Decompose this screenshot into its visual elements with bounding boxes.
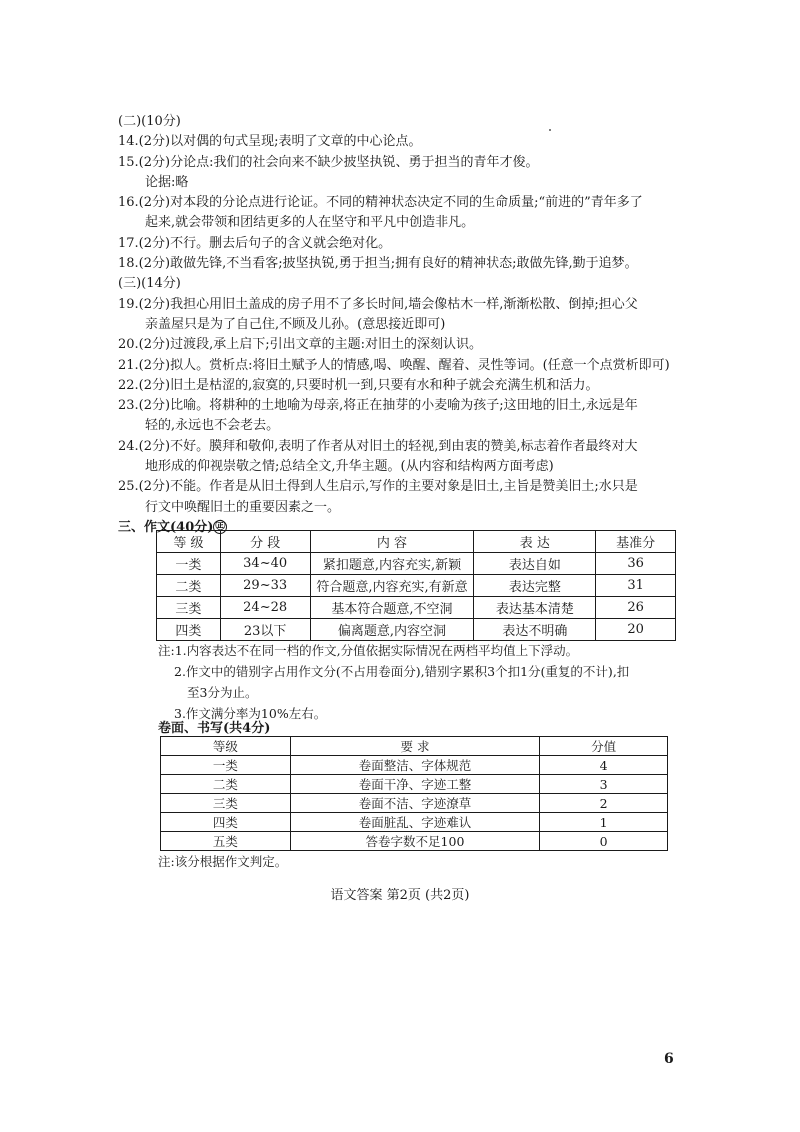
table-cell: 卷面脏乱、字迹难认 xyxy=(290,813,540,832)
section-3-heading: (三)(14分) xyxy=(118,276,181,292)
table-cell: 0 xyxy=(540,832,668,851)
header-cell: 基准分 xyxy=(596,531,676,553)
table-cell: 二类 xyxy=(157,575,221,597)
answer-18: 18.(2分)敢做先锋,不当看客;披坚执锐,勇于担当;拥有良好的精神状态;敢做先锋,勤于追梦。 xyxy=(118,256,638,272)
table-row xyxy=(157,597,676,619)
table-cell: 卷面整洁、字体规范 xyxy=(290,756,540,775)
table-cell: 符合题意,内容充实,有新意 xyxy=(310,575,474,597)
table-cell: 偏离题意,内容空洞 xyxy=(310,619,474,641)
answer-16-cont: 起来,就会带领和团结更多的人在坚守和平凡中创造非凡。 xyxy=(145,215,475,231)
table-cell: 34~40 xyxy=(220,553,310,575)
writing-heading: 卷面、书写(共4分) xyxy=(158,721,271,736)
page-number: 6 xyxy=(664,1051,674,1067)
header-cell: 分 段 xyxy=(220,531,310,553)
table-cell: 四类 xyxy=(161,813,291,832)
circled-mark: ㊣ xyxy=(215,521,226,533)
header-cell: 分值 xyxy=(540,737,668,756)
answer-25: 25.(2分)不能。作者是从旧土得到人生启示,写作的主要对象是旧土,主旨是赞美旧土;水只是 xyxy=(118,479,638,495)
answer-22: 22.(2分)旧土是枯涩的,寂寞的,只要时机一到,只要有水和种子就会充满生机和活力。 xyxy=(118,377,599,393)
note-2-cont: 至3分为止。 xyxy=(187,685,258,700)
answer-20: 20.(2分)过渡段,承上启下;引出文章的主题:对旧土的深刻认识。 xyxy=(118,337,482,353)
table-cell: 表达自如 xyxy=(474,553,596,575)
table-row xyxy=(161,794,668,813)
table-cell: 二类 xyxy=(161,775,291,794)
answer-15-evidence: 论据:略 xyxy=(145,174,189,190)
answer-19-cont: 亲盖屋只是为了自己住,不顾及儿孙。(意思接近即可) xyxy=(145,316,446,332)
answer-14: 14.(2分)以对偶的句式呈现;表明了文章的中心论点。 xyxy=(118,134,422,150)
answer-23: 23.(2分)比喻。将耕种的土地喻为母亲,将正在抽芽的小麦喻为孩子;这田地的旧土,永远是年 xyxy=(118,398,638,414)
note-1: 注:1.内容表达不在同一档的作文,分值依据实际情况在两档平均值上下浮动。 xyxy=(158,643,579,658)
header-cell: 等 级 xyxy=(157,531,221,553)
table-cell: 1 xyxy=(540,813,668,832)
answer-21: 21.(2分)拟人。赏析点:将旧土赋予人的情感,喝、唤醒、醒着、灵性等词。(任意一个点赏析即可) xyxy=(118,357,670,373)
answer-17: 17.(2分)不行。删去后句子的含义就会绝对化。 xyxy=(118,235,392,251)
table-header-row xyxy=(161,737,668,756)
table-cell: 26 xyxy=(596,597,676,619)
grading-notes xyxy=(158,640,698,724)
table-row xyxy=(157,619,676,641)
answer-19: 19.(2分)我担心用旧土盖成的房子用不了多长时间,墙会像枯木一样,渐渐松散、倒掉;担心父 xyxy=(118,296,638,312)
note-3: 3.作文满分率为10%左右。 xyxy=(174,706,327,721)
table-cell: 卷面不洁、字迹潦草 xyxy=(290,794,540,813)
header-cell: 表 达 xyxy=(474,531,596,553)
writing-grading-table xyxy=(160,736,668,851)
table-cell: 36 xyxy=(596,553,676,575)
table-row xyxy=(157,575,676,597)
table-cell: 五类 xyxy=(161,832,291,851)
table-row xyxy=(161,756,668,775)
answer-15: 15.(2分)分论点:我们的社会向来不缺少披坚执锐、勇于担当的青年才俊。 xyxy=(118,154,539,170)
table-cell: 20 xyxy=(596,619,676,641)
table-cell: 4 xyxy=(540,756,668,775)
table-cell: 29~33 xyxy=(220,575,310,597)
writing-note: 注:该分根据作文判定。 xyxy=(158,854,288,869)
table-cell: 表达不明确 xyxy=(474,619,596,641)
answer-24-cont: 地形成的仰视崇敬之情;总结全文,升华主题。(从内容和结构两方面考虑) xyxy=(145,459,554,475)
table-cell: 24~28 xyxy=(220,597,310,619)
composition-title: 三、作文(40分) xyxy=(118,519,214,535)
table-cell: 表达完整 xyxy=(474,575,596,597)
table-cell: 基本符合题意,不空洞 xyxy=(310,597,474,619)
table-row xyxy=(161,832,668,851)
table-cell: 卷面干净、字迹工整 xyxy=(290,775,540,794)
table-row xyxy=(161,813,668,832)
table-cell: 表达基本清楚 xyxy=(474,597,596,619)
header-cell: 等级 xyxy=(161,737,291,756)
header-cell: 内 容 xyxy=(310,531,474,553)
table-cell: 三类 xyxy=(157,597,221,619)
answer-16: 16.(2分)对本段的分论点进行论证。不同的精神状态决定不同的生命质量;“前进的”青年多了 xyxy=(118,195,643,211)
table-row xyxy=(161,775,668,794)
table-cell: 四类 xyxy=(157,619,221,641)
table-cell: 答卷字数不足100 xyxy=(290,832,540,851)
header-cell: 要 求 xyxy=(290,737,540,756)
table-cell: 23以下 xyxy=(220,619,310,641)
page-footer: 语文答案 第2页 (共2页) xyxy=(330,888,470,903)
answer-24: 24.(2分)不好。膜拜和敬仰,表明了作者从对旧土的轻视,到由衷的赞美,标志着作者最终对大 xyxy=(118,438,638,454)
table-row xyxy=(157,553,676,575)
table-cell: 3 xyxy=(540,775,668,794)
table-cell: 一类 xyxy=(161,756,291,775)
table-cell: 31 xyxy=(596,575,676,597)
table-header-row xyxy=(157,531,676,553)
answer-list xyxy=(118,112,678,538)
table-cell: 紧扣题意,内容充实,新颖 xyxy=(310,553,474,575)
composition-grading-table xyxy=(156,530,676,641)
table-cell: 2 xyxy=(540,794,668,813)
table-cell: 三类 xyxy=(161,794,291,813)
section-2-heading: (二)(10分) xyxy=(118,114,181,129)
answer-25-cont: 行文中唤醒旧土的重要因素之一。 xyxy=(145,499,341,515)
note-2: 2.作文中的错别字占用作文分(不占用卷面分),错别字累积3个扣1分(重复的不计),扣 xyxy=(174,664,630,679)
table-cell: 一类 xyxy=(157,553,221,575)
answer-23-cont: 轻的,永远也不会老去。 xyxy=(145,418,280,434)
